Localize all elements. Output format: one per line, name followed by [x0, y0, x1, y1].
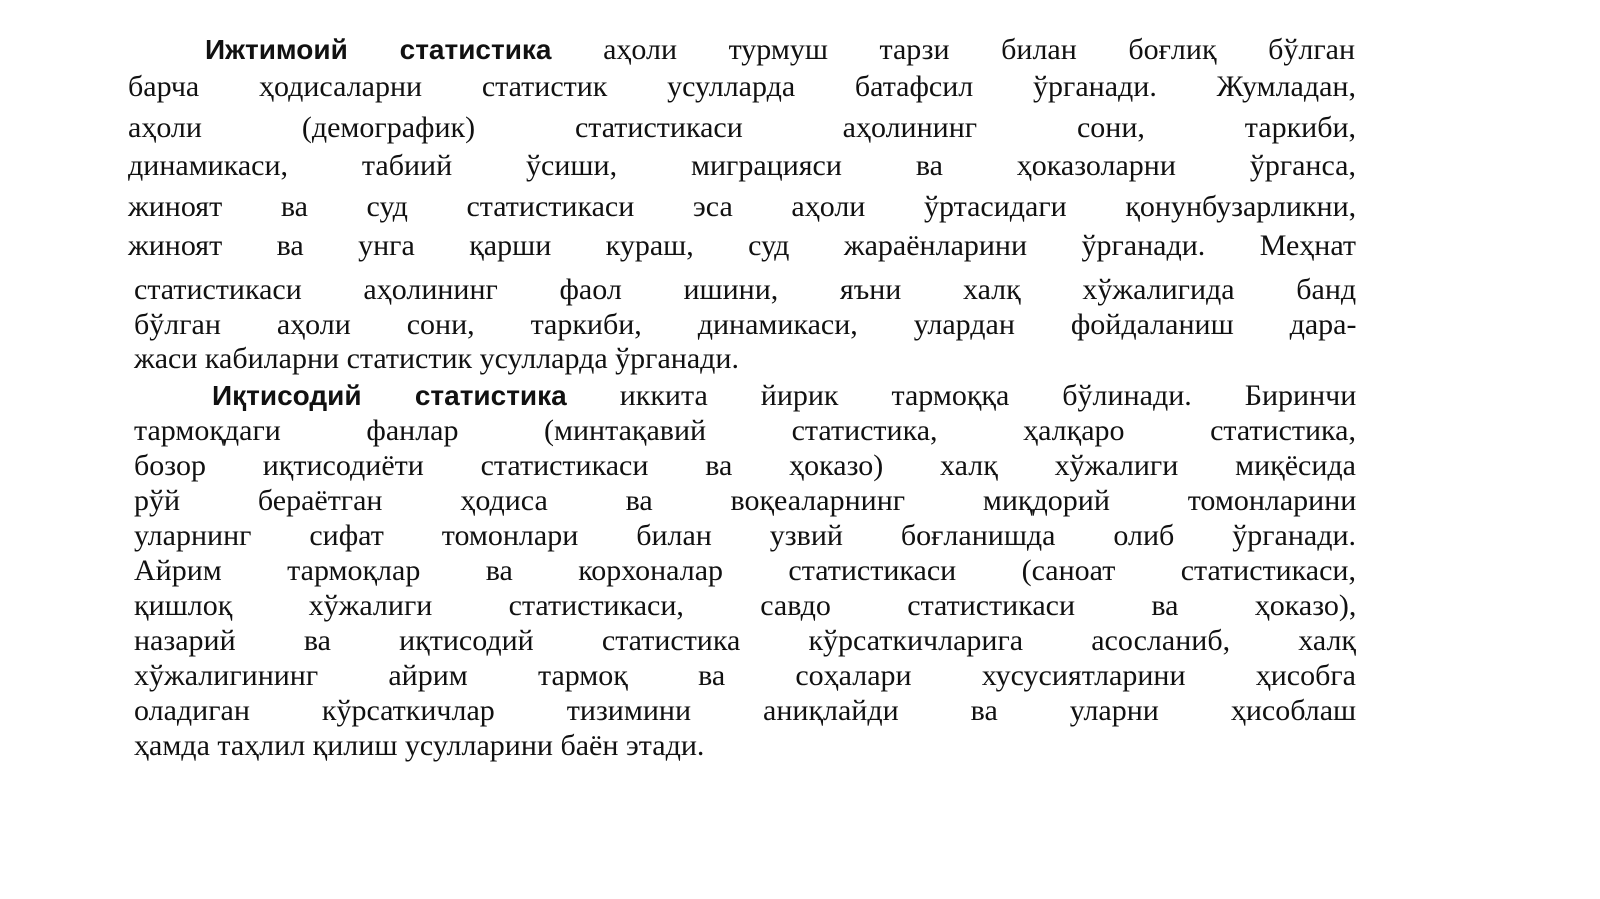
line-text: бозор иқтисодиёти статистикаси ва ҳоказо) халқ хўжалиги миқёсида [134, 449, 1356, 482]
text-line [134, 554, 1356, 588]
text-line [134, 729, 704, 763]
text-line [134, 484, 1356, 518]
text-line [134, 624, 1356, 658]
line-text: рўй бераётган ҳодиса ва воқеаларнинг миқдорий томонларини [134, 484, 1357, 517]
text-line [134, 659, 1356, 693]
line-text: хўжалигининг айрим тармоқ ва соҳалари хусусиятларини ҳисобга [134, 659, 1356, 692]
text-line [128, 229, 1356, 263]
line-text: назарий ва иқтисодий статистика кўрсаткичларига асосланиб, халқ [134, 624, 1356, 657]
text-line [128, 190, 1356, 224]
text-line [205, 33, 1355, 67]
text-line [134, 414, 1356, 448]
line-text: жаси кабиларни статистик усулларда ўрганади. [134, 342, 739, 375]
line-text: статистикаси аҳолининг фаол ишини, яъни халқ хўжалигида банд [134, 273, 1357, 306]
line-text: тармоқдаги фанлар (минтақавий статистика, ҳалқаро статистика, [134, 414, 1356, 447]
line-text: уларнинг сифат томонлари билан узвий боғланишда олиб ўрганади. [134, 519, 1357, 552]
text-line [134, 589, 1356, 623]
line-text: динамикаси, табиий ўсиши, миграцияси ва ҳоказоларни ўрганса, [128, 149, 1356, 182]
line-text: оладиган кўрсаткичлар тизимини аниқлайди ва уларни ҳисоблаш [134, 694, 1357, 727]
text-line [134, 694, 1356, 728]
line-text: аҳоли (демографик) статистикаси аҳолининг сони, таркиби, [128, 111, 1357, 144]
text-line [134, 342, 739, 376]
line-text: жиноят ва унга қарши кураш, суд жараёнларини ўрганади. Меҳнат [128, 229, 1356, 262]
line-text: иккита йирик тармоққа бўлинади. Биринчи [566, 379, 1357, 412]
text-line [134, 519, 1356, 553]
bold-term: Иқтисодий статистика [212, 380, 567, 411]
text-line [128, 70, 1356, 104]
text-line [128, 111, 1356, 145]
line-text: жиноят ва суд статистикаси эса аҳоли ўртасидаги қонунбузарликни, [128, 190, 1357, 223]
text-line [134, 449, 1356, 483]
bold-term: Ижтимоий статистика [205, 34, 552, 65]
line-text: қишлоқ хўжалиги статистикаси, савдо статистикаси ва ҳоказо), [134, 589, 1357, 622]
line-text: барча ҳодисаларни статистик усулларда батафсил ўрганади. Жумладан, [128, 70, 1356, 103]
line-text: ҳамда таҳлил қилиш усулларини баён этади. [134, 729, 705, 762]
text-line [134, 273, 1356, 307]
text-line [212, 379, 1356, 413]
text-line [128, 149, 1356, 183]
text-line [134, 308, 1356, 342]
line-text: Айрим тармоқлар ва корхоналар статистикаси (саноат статистикаси, [134, 554, 1356, 587]
line-text: аҳоли турмуш тарзи билан боғлиқ бўлган [551, 33, 1356, 66]
line-text: бўлган аҳоли сони, таркиби, динамикаси, улардан фойдаланиш дара- [134, 308, 1357, 341]
